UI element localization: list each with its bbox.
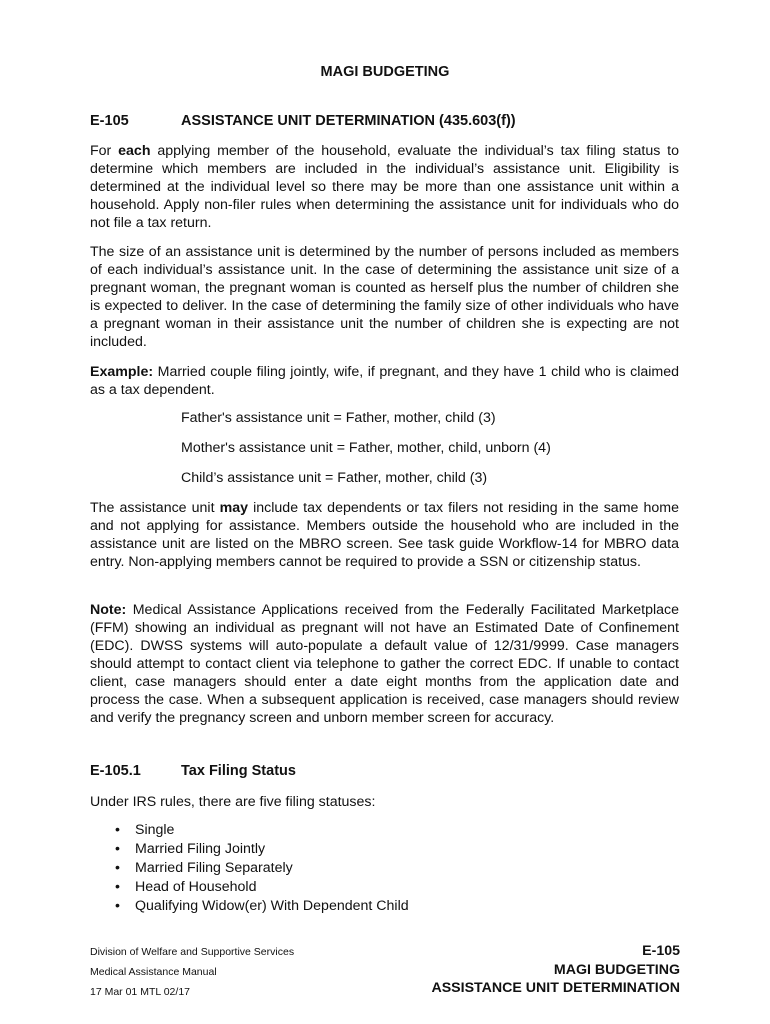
- filing-status-label: Qualifying Widow(er) With Dependent Child: [135, 898, 409, 914]
- filing-status-label: Head of Household: [135, 879, 257, 895]
- example-label: Example:: [90, 364, 154, 380]
- paragraph-text: The assistance unit: [90, 500, 220, 516]
- paragraph-tax-dependents: [90, 499, 679, 571]
- example-mother-unit: Mother's assistance unit = Father, mother, child, unborn (4): [181, 440, 551, 456]
- paragraph-text: include tax dependents or tax filers not residing in the same home and not applying for assistance. Members outside the household who are included in the assistance unit are listed on the MBRO screen. See task guide Workflow-14 for MBRO data entry. Non-applying members cannot be required to provide a SSN or citizenship status.: [90, 500, 679, 570]
- footer-section-number: E-105: [642, 943, 680, 959]
- example-text: Married couple filing jointly, wife, if pregnant, and they have 1 child who is claimed as a tax dependent.: [90, 364, 679, 398]
- filing-status-intro: Under IRS rules, there are five filing statuses:: [90, 794, 376, 810]
- footer-chapter: MAGI BUDGETING: [553, 962, 680, 978]
- filing-status-item: [90, 878, 409, 897]
- filing-status-label: Married Filing Separately: [135, 860, 293, 876]
- note-text: Medical Assistance Applications received from the Federally Facilitated Marketplace (FFM) showing an individual as pregnant will not have an Estimated Date of Confinement (EDC). DWSS systems will auto-populate a default value of 12/31/9999. Case managers should attempt to contact client via telephone to gather the correct EDC. If unable to contact client, case managers should enter a date eight months from the application date and process the case. When a subsequent application is received, case managers should review and verify the pregnancy screen and unborn member screen for accuracy.: [90, 602, 679, 726]
- filing-status-item: [90, 840, 409, 859]
- subsection-title: Tax Filing Status: [181, 763, 296, 779]
- page-title: MAGI BUDGETING: [320, 64, 450, 80]
- footer-manual: Medical Assistance Manual: [90, 966, 217, 978]
- bullet-icon: •: [115, 879, 120, 895]
- emphasis-text: may: [219, 500, 249, 516]
- filing-status-list: [90, 821, 409, 916]
- filing-status-item: [90, 897, 409, 916]
- footer-section-title: ASSISTANCE UNIT DETERMINATION: [431, 980, 680, 996]
- bullet-icon: •: [115, 822, 120, 838]
- paragraph-example: [90, 363, 679, 399]
- subsection-heading: [90, 763, 296, 779]
- emphasis-text: each: [118, 143, 151, 159]
- filing-status-label: Married Filing Jointly: [135, 841, 266, 857]
- subsection-number: E-105.1: [90, 763, 141, 779]
- filing-status-item: [90, 859, 409, 878]
- bullet-icon: •: [115, 898, 120, 914]
- filing-status-item: [90, 821, 409, 840]
- paragraph-note: [90, 601, 679, 727]
- section-number: E-105: [90, 113, 129, 129]
- bullet-icon: •: [115, 841, 120, 857]
- paragraph-unit-size: The size of an assistance unit is determined by the number of persons included as members of each individual’s assistance unit. In the case of determining the assistance unit size of a pregnant woman, the pregnant woman is counted as herself plus the number of children she is expected to deliver. In the case of determining the family size of other individuals who have a pregnant woman in their assistance unit the number of children she is expecting are not included.: [90, 244, 679, 350]
- filing-status-label: Single: [135, 822, 175, 838]
- paragraph-text: applying member of the household, evaluate the individual’s tax filing status to determine which members are included in the individual’s assistance unit. Eligibility is determined at the individual level so there may be more than one assistance unit within a household. Apply non-filer rules when determining the assistance unit for individuals who do not file a tax return.: [90, 143, 679, 231]
- footer-revision: 17 Mar 01 MTL 02/17: [90, 986, 190, 998]
- bullet-icon: •: [115, 860, 120, 876]
- paragraph-text: For: [90, 143, 119, 159]
- section-heading: [90, 113, 516, 129]
- example-child-unit: Child’s assistance unit = Father, mother, child (3): [181, 470, 488, 486]
- section-title: ASSISTANCE UNIT DETERMINATION (435.603(f)): [181, 113, 516, 129]
- paragraph-eligibility: [90, 142, 679, 232]
- example-father-unit: Father's assistance unit = Father, mother, child (3): [181, 410, 496, 426]
- note-label: Note:: [90, 602, 127, 618]
- footer-division: Division of Welfare and Supportive Services: [90, 946, 295, 958]
